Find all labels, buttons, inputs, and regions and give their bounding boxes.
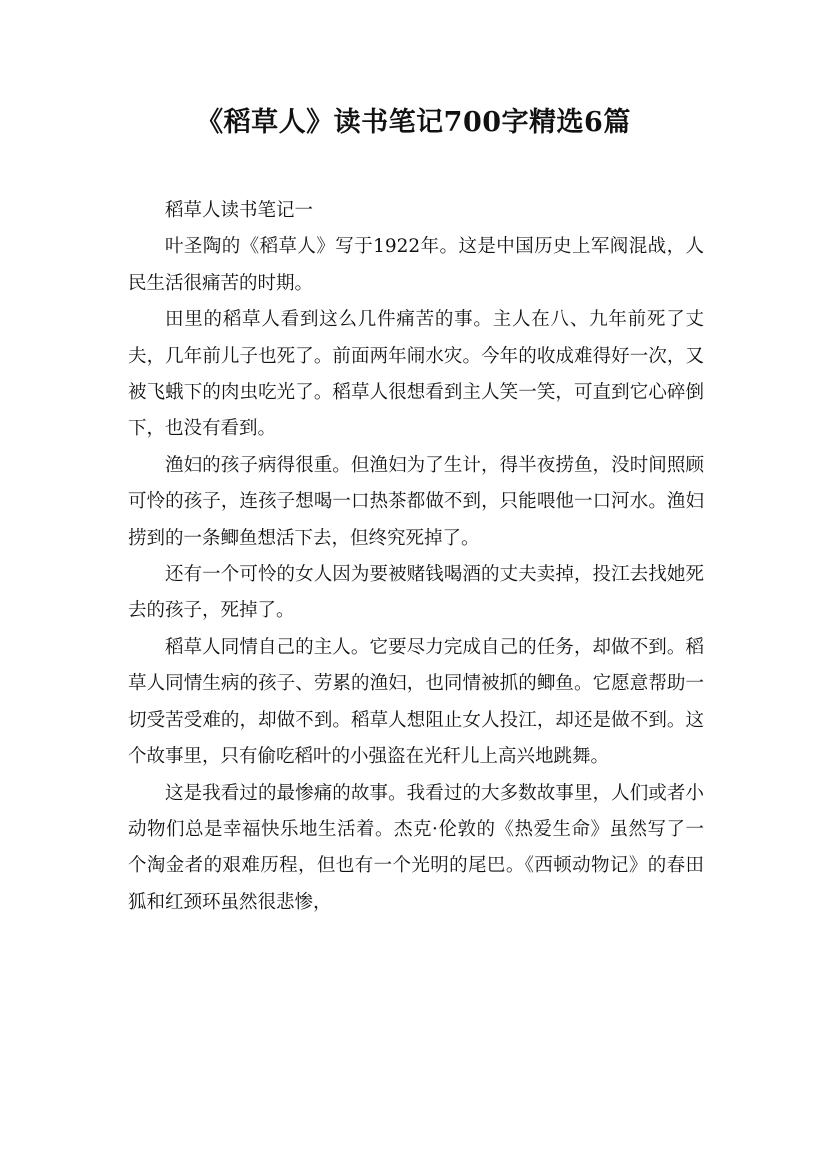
paragraph: 田里的稻草人看到这么几件痛苦的事。主人在八、九年前死了丈夫，几年前儿子也死了。前面两年闹水灾。今年的收成难得好一次，又被飞蛾下的肉虫吃光了。稻草人很想看到主人笑一笑，可直到它心碎倒下，也没有看到。 xyxy=(128,309,704,440)
paragraph: 这是我看过的最惨痛的故事。我看过的大多数故事里，人们或者小动物们总是幸福快乐地生活着。杰克·伦敦的《热爱生命》虽然写了一个淘金者的艰难历程，但也有一个光明的尾巴。《西顿动物记》的春田狐和红颈环虽然很悲惨， xyxy=(128,782,704,913)
section-heading: 稻草人读书笔记一 xyxy=(165,200,314,221)
document-body xyxy=(128,193,704,921)
paragraph: 还有一个可怜的女人因为要被赌钱喝酒的丈夫卖掉，投江去找她死去的孩子，死掉了。 xyxy=(128,564,704,622)
document-title: 《稻草人》读书笔记700字精选6篇 xyxy=(196,107,631,138)
paragraph: 稻草人同情自己的主人。它要尽力完成自己的任务，却做不到。稻草人同情生病的孩子、劳累的渔妇，也同情被抓的鲫鱼。它愿意帮助一切受苦受难的，却做不到。稻草人想阻止女人投江，却还是做不到。这个故事里，只有偷吃稻叶的小强盗在光秆儿上高兴地跳舞。 xyxy=(128,636,704,768)
paragraph: 叶圣陶的《稻草人》写于1922年。这是中国历史上军阀混战，人民生活很痛苦的时期。 xyxy=(128,236,704,294)
paragraph: 渔妇的孩子病得很重。但渔妇为了生计，得半夜捞鱼，没时间照顾可怜的孩子，连孩子想喝一口热茶都做不到，只能喂他一口河水。渔妇捞到的一条鲫鱼想活下去，但终究死掉了。 xyxy=(128,454,704,549)
